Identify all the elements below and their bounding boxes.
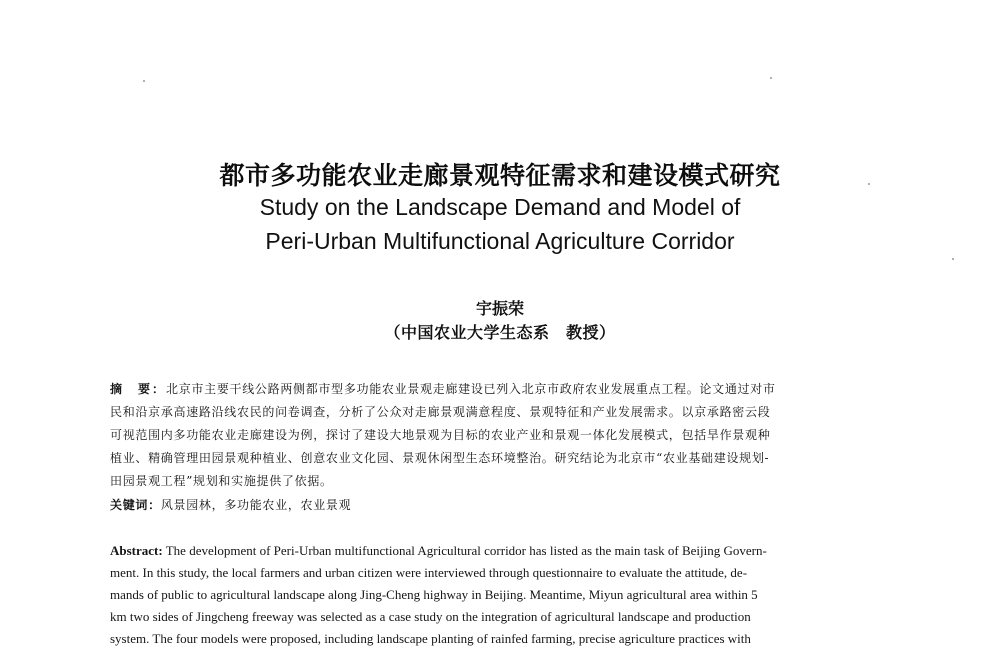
title-english-line-2: Peri-Urban Multifunctional Agriculture Corridor bbox=[265, 228, 735, 254]
abstract-chinese bbox=[110, 378, 890, 493]
abstract-english-line: km two sides of Jingcheng freeway was selected as a case study on the integration of agricultural landscape and production bbox=[110, 609, 751, 624]
scan-speck bbox=[770, 77, 772, 79]
abstract-chinese-text: 北京市主要干线公路两侧都市型多功能农业景观走廊建设已列入北京市政府农业发展重点工程。论文通过对市 bbox=[166, 382, 776, 396]
scan-speck bbox=[143, 80, 145, 82]
abstract-chinese-line bbox=[110, 378, 890, 401]
title-chinese: 都市多功能农业走廊景观特征需求和建设模式研究 bbox=[219, 161, 781, 190]
keywords-chinese bbox=[110, 496, 890, 513]
author-name: 宇振荣 bbox=[475, 299, 524, 318]
abstract-chinese-line: 可视范围内多功能农业走廊建设为例，探讨了建设大地景观为目标的农业产业和景观一体化发展模式，包括旱作景观种 bbox=[110, 428, 771, 442]
title-english-line-1: Study on the Landscape Demand and Model of bbox=[259, 194, 741, 220]
keywords-label: 关键词： bbox=[110, 498, 161, 512]
abstract-english-text: The development of Peri-Urban multifunctional Agricultural corridor has listed as the main task of Beijing Govern- bbox=[165, 543, 767, 558]
abstract-chinese-line: 田园景观工程”规划和实施提供了依据。 bbox=[110, 474, 333, 488]
author-affiliation: （中国农业大学生态系 教授） bbox=[384, 323, 616, 342]
abstract-chinese-label: 摘 要： bbox=[110, 382, 167, 396]
abstract-english-line: system. The four models were proposed, including landscape planting of rainfed farming, precise agriculture practices with bbox=[110, 631, 751, 646]
abstract-english-line bbox=[110, 540, 895, 562]
abstract-chinese-line: 民和沿京承高速路沿线农民的问卷调查，分析了公众对走廊景观满意程度、景观特征和产业发展需求。以京承路密云段 bbox=[110, 405, 771, 419]
abstract-english-line: ment. In this study, the local farmers and urban citizen were interviewed through questionnaire to evaluate the attitude, de- bbox=[110, 565, 748, 580]
abstract-english-label: Abstract: bbox=[110, 543, 163, 558]
abstract-english-line: mands of public to agricultural landscape along Jing-Cheng highway in Beijing. Meantime, Miyun agricultural area within 5 bbox=[110, 587, 758, 602]
keywords-text: 风景园林，多功能农业，农业景观 bbox=[160, 498, 352, 512]
abstract-chinese-line: 植业、精确管理田园景观种植业、创意农业文化园、景观休闲型生态环境整治。研究结论为北京市“农业基础建设规划- bbox=[110, 451, 770, 465]
abstract-english bbox=[110, 540, 895, 650]
scan-speck bbox=[952, 258, 954, 260]
